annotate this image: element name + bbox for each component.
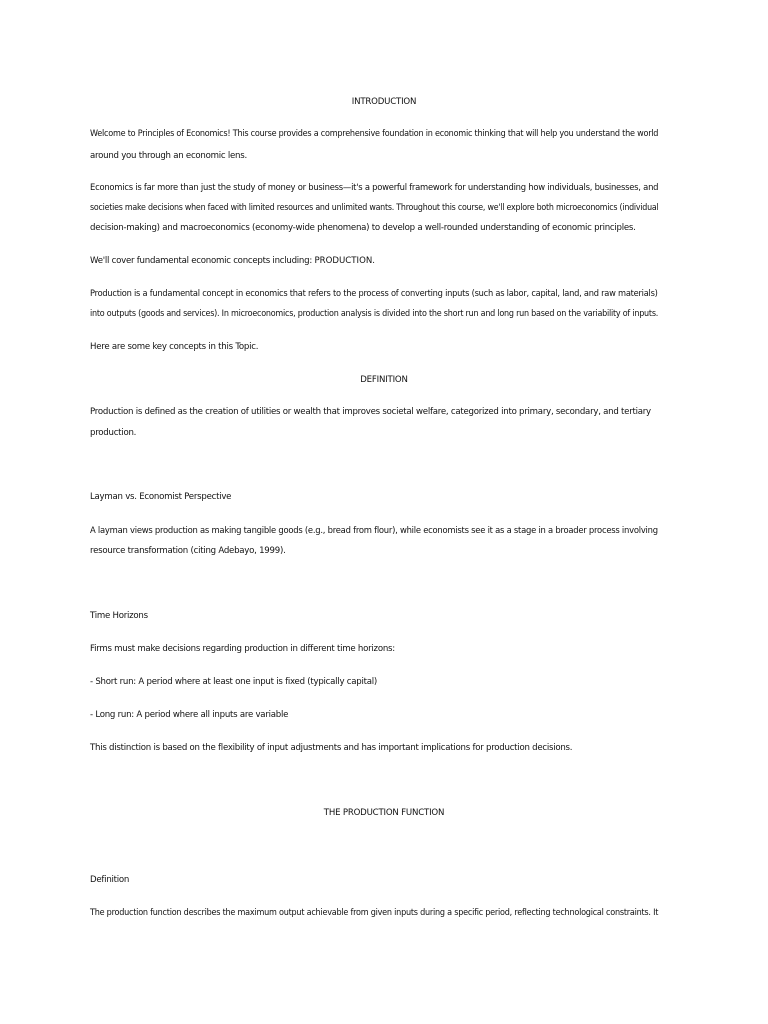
section-heading-definition: DEFINITION	[360, 375, 408, 385]
intro-paragraph-2-line-3: decision-making) and macroeconomics (economy-wide phenomena) to develop a well-rounded understanding of economic principles.	[90, 223, 636, 233]
intro-paragraph-2-line-1: Economics is far more than just the study of money or business—it's a powerful framework for understanding how individuals, businesses, and	[90, 183, 659, 193]
subheading-definition: Definition	[90, 875, 130, 885]
layman-paragraph-line-2: resource transformation (citing Adebayo, 1999).	[90, 546, 286, 556]
intro-paragraph-4-line-2: into outputs (goods and services). In microeconomics, production analysis is divided into the short run and long run based on the variability of inputs.	[90, 309, 659, 319]
intro-paragraph-4-line-1: Production is a fundamental concept in economics that refers to the process of converting inputs (such as labor, capital, land, and raw materials)	[90, 289, 658, 299]
section-heading-introduction: INTRODUCTION	[351, 97, 417, 107]
time-horizons-intro: Firms must make decisions regarding production in different time horizons:	[90, 644, 395, 654]
layman-paragraph-line-1: A layman views production as making tangible goods (e.g., bread from flour), while economists see it as a stage in a broader process involving	[90, 526, 658, 536]
subheading-time-horizons: Time Horizons	[90, 611, 148, 621]
definition-paragraph-line-1: Production is defined as the creation of utilities or wealth that improves societal welfare, categorized into primary, secondary, and tertiary	[90, 407, 651, 417]
intro-paragraph-3-prefix: We'll cover fundamental economic concepts including:	[90, 256, 315, 266]
intro-paragraph-5: Here are some key concepts in this Topic.	[90, 342, 259, 352]
definition-paragraph-line-2: production.	[90, 428, 137, 438]
time-horizons-bullet-long-run: - Long run: A period where all inputs are variable	[90, 710, 289, 720]
intro-paragraph-3	[90, 255, 375, 267]
intro-paragraph-3-topic: PRODUCTION.	[314, 256, 375, 266]
intro-paragraph-1-line-2: around you through an economic lens.	[90, 151, 247, 161]
time-horizons-bullet-short-run: - Short run: A period where at least one input is fixed (typically capital)	[90, 677, 377, 687]
production-function-paragraph-line-1: The production function describes the maximum output achievable from given inputs during a specific period, reflecting technological constraints. It	[90, 908, 659, 918]
section-heading-production-function: THE PRODUCTION FUNCTION	[323, 808, 445, 818]
intro-paragraph-1-line-1: Welcome to Principles of Economics! This course provides a comprehensive foundation in economic thinking that will help you understand the world	[90, 129, 659, 139]
subheading-layman-vs-economist: Layman vs. Economist Perspective	[90, 492, 232, 502]
intro-paragraph-2-line-2: societies make decisions when faced with limited resources and unlimited wants. Throughout this course, we'll explore both microeconomics (individual	[90, 203, 659, 213]
time-horizons-paragraph: This distinction is based on the flexibility of input adjustments and has important implications for production decisions.	[90, 743, 573, 753]
